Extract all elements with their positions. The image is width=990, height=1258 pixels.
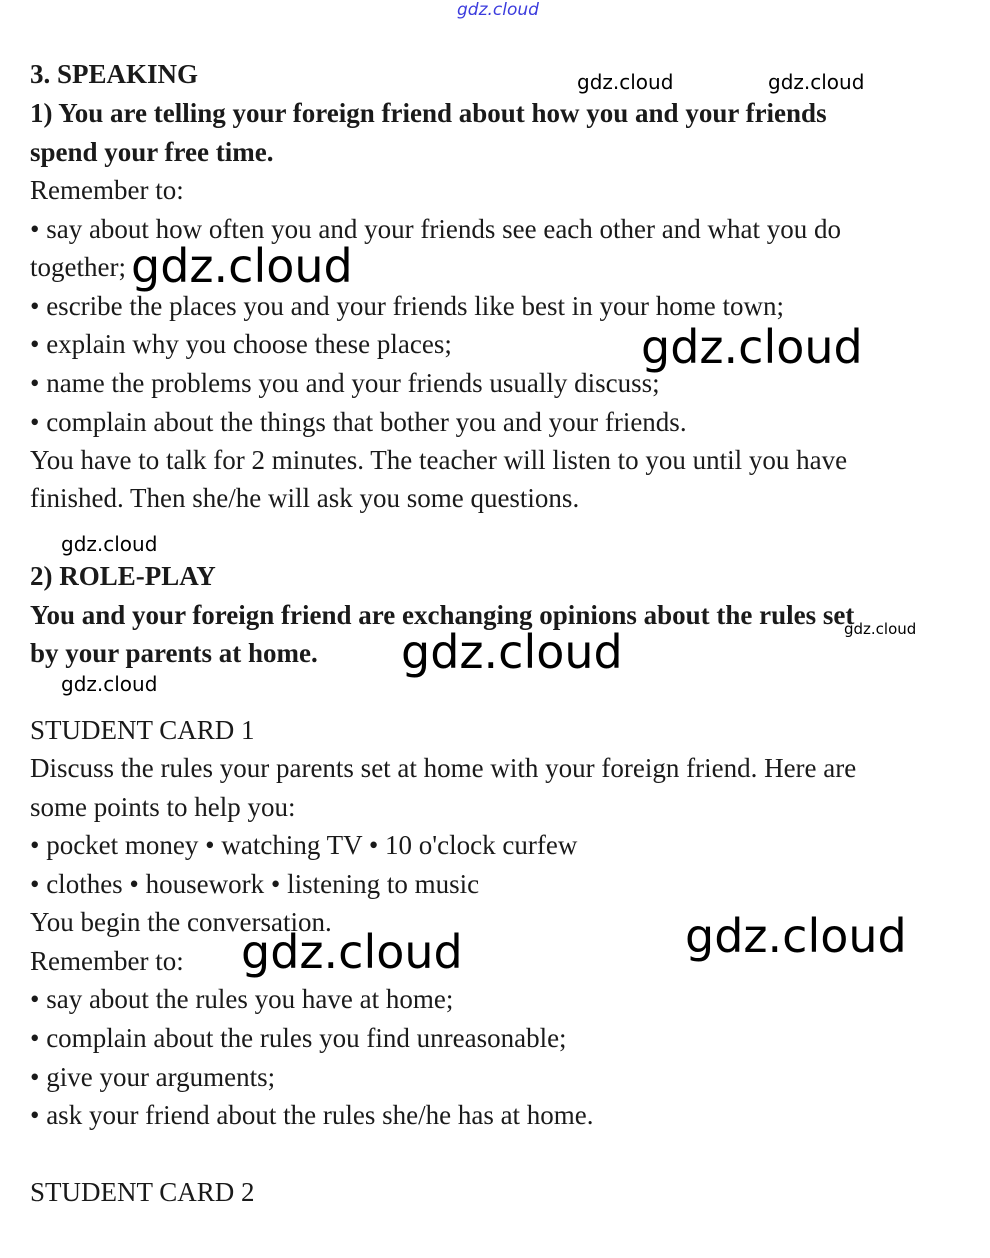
task-text: spend your free time. xyxy=(30,137,274,167)
bullet-text: together; xyxy=(30,252,126,282)
watermark: gdz.cloud xyxy=(401,625,623,679)
bullet-item: • say about how often you and your friends see each other and what you do xyxy=(30,214,841,244)
watermark: gdz.cloud xyxy=(641,320,863,374)
bullet-item: • say about the rules you have at home; xyxy=(30,984,454,1014)
bullet-item: • explain why you choose these places; xyxy=(30,329,452,359)
student-card-1-title: STUDENT CARD 1 xyxy=(30,715,255,745)
student-card-2-title: STUDENT CARD 2 xyxy=(30,1177,255,1207)
task-text: by your parents at home. xyxy=(30,638,318,668)
instruction-text: You have to talk for 2 minutes. The teacher will listen to you until you have xyxy=(30,445,848,475)
section-heading-speaking: 3. SPEAKING xyxy=(30,59,199,89)
task-text: You and your foreign friend are exchanging opinions about the rules set xyxy=(30,600,855,630)
instruction-text: finished. Then she/he will ask you some questions. xyxy=(30,483,580,513)
watermark: gdz.cloud xyxy=(241,925,463,979)
points-list: • clothes • housework • listening to music xyxy=(30,869,480,899)
bullet-item: • give your arguments; xyxy=(30,1062,276,1092)
watermark-top: gdz.cloud xyxy=(457,0,539,20)
bullet-item: • ask your friend about the rules she/he has at home. xyxy=(30,1100,594,1130)
bullet-item-continuation xyxy=(30,239,353,293)
watermark: gdz.cloud xyxy=(577,70,674,94)
remember-label: Remember to: xyxy=(30,175,184,205)
bullet-item: • complain about the things that bother you and your friends. xyxy=(30,407,687,437)
bullet-item: • escribe the places you and your friends like best in your home town; xyxy=(30,291,785,321)
watermark: gdz.cloud xyxy=(768,70,865,94)
bullet-item: • name the problems you and your friends usually discuss; xyxy=(30,368,660,398)
section-heading-roleplay: 2) ROLE-PLAY xyxy=(30,561,216,591)
watermark: gdz.cloud xyxy=(685,909,907,963)
card-text: Discuss the rules your parents set at home with your foreign friend. Here are xyxy=(30,753,857,783)
watermark: gdz.cloud xyxy=(131,239,353,293)
task-text: 1) You are telling your foreign friend about how you and your friends xyxy=(30,98,827,128)
watermark: gdz.cloud xyxy=(844,620,917,638)
card-text: some points to help you: xyxy=(30,792,296,822)
points-list: • pocket money • watching TV • 10 o'clock curfew xyxy=(30,830,578,860)
bullet-item: • complain about the rules you find unreasonable; xyxy=(30,1023,567,1053)
watermark: gdz.cloud xyxy=(61,532,158,556)
watermark: gdz.cloud xyxy=(61,672,158,696)
begin-text: You begin the conversation. xyxy=(30,907,332,937)
remember-label: Remember to: xyxy=(30,946,184,976)
